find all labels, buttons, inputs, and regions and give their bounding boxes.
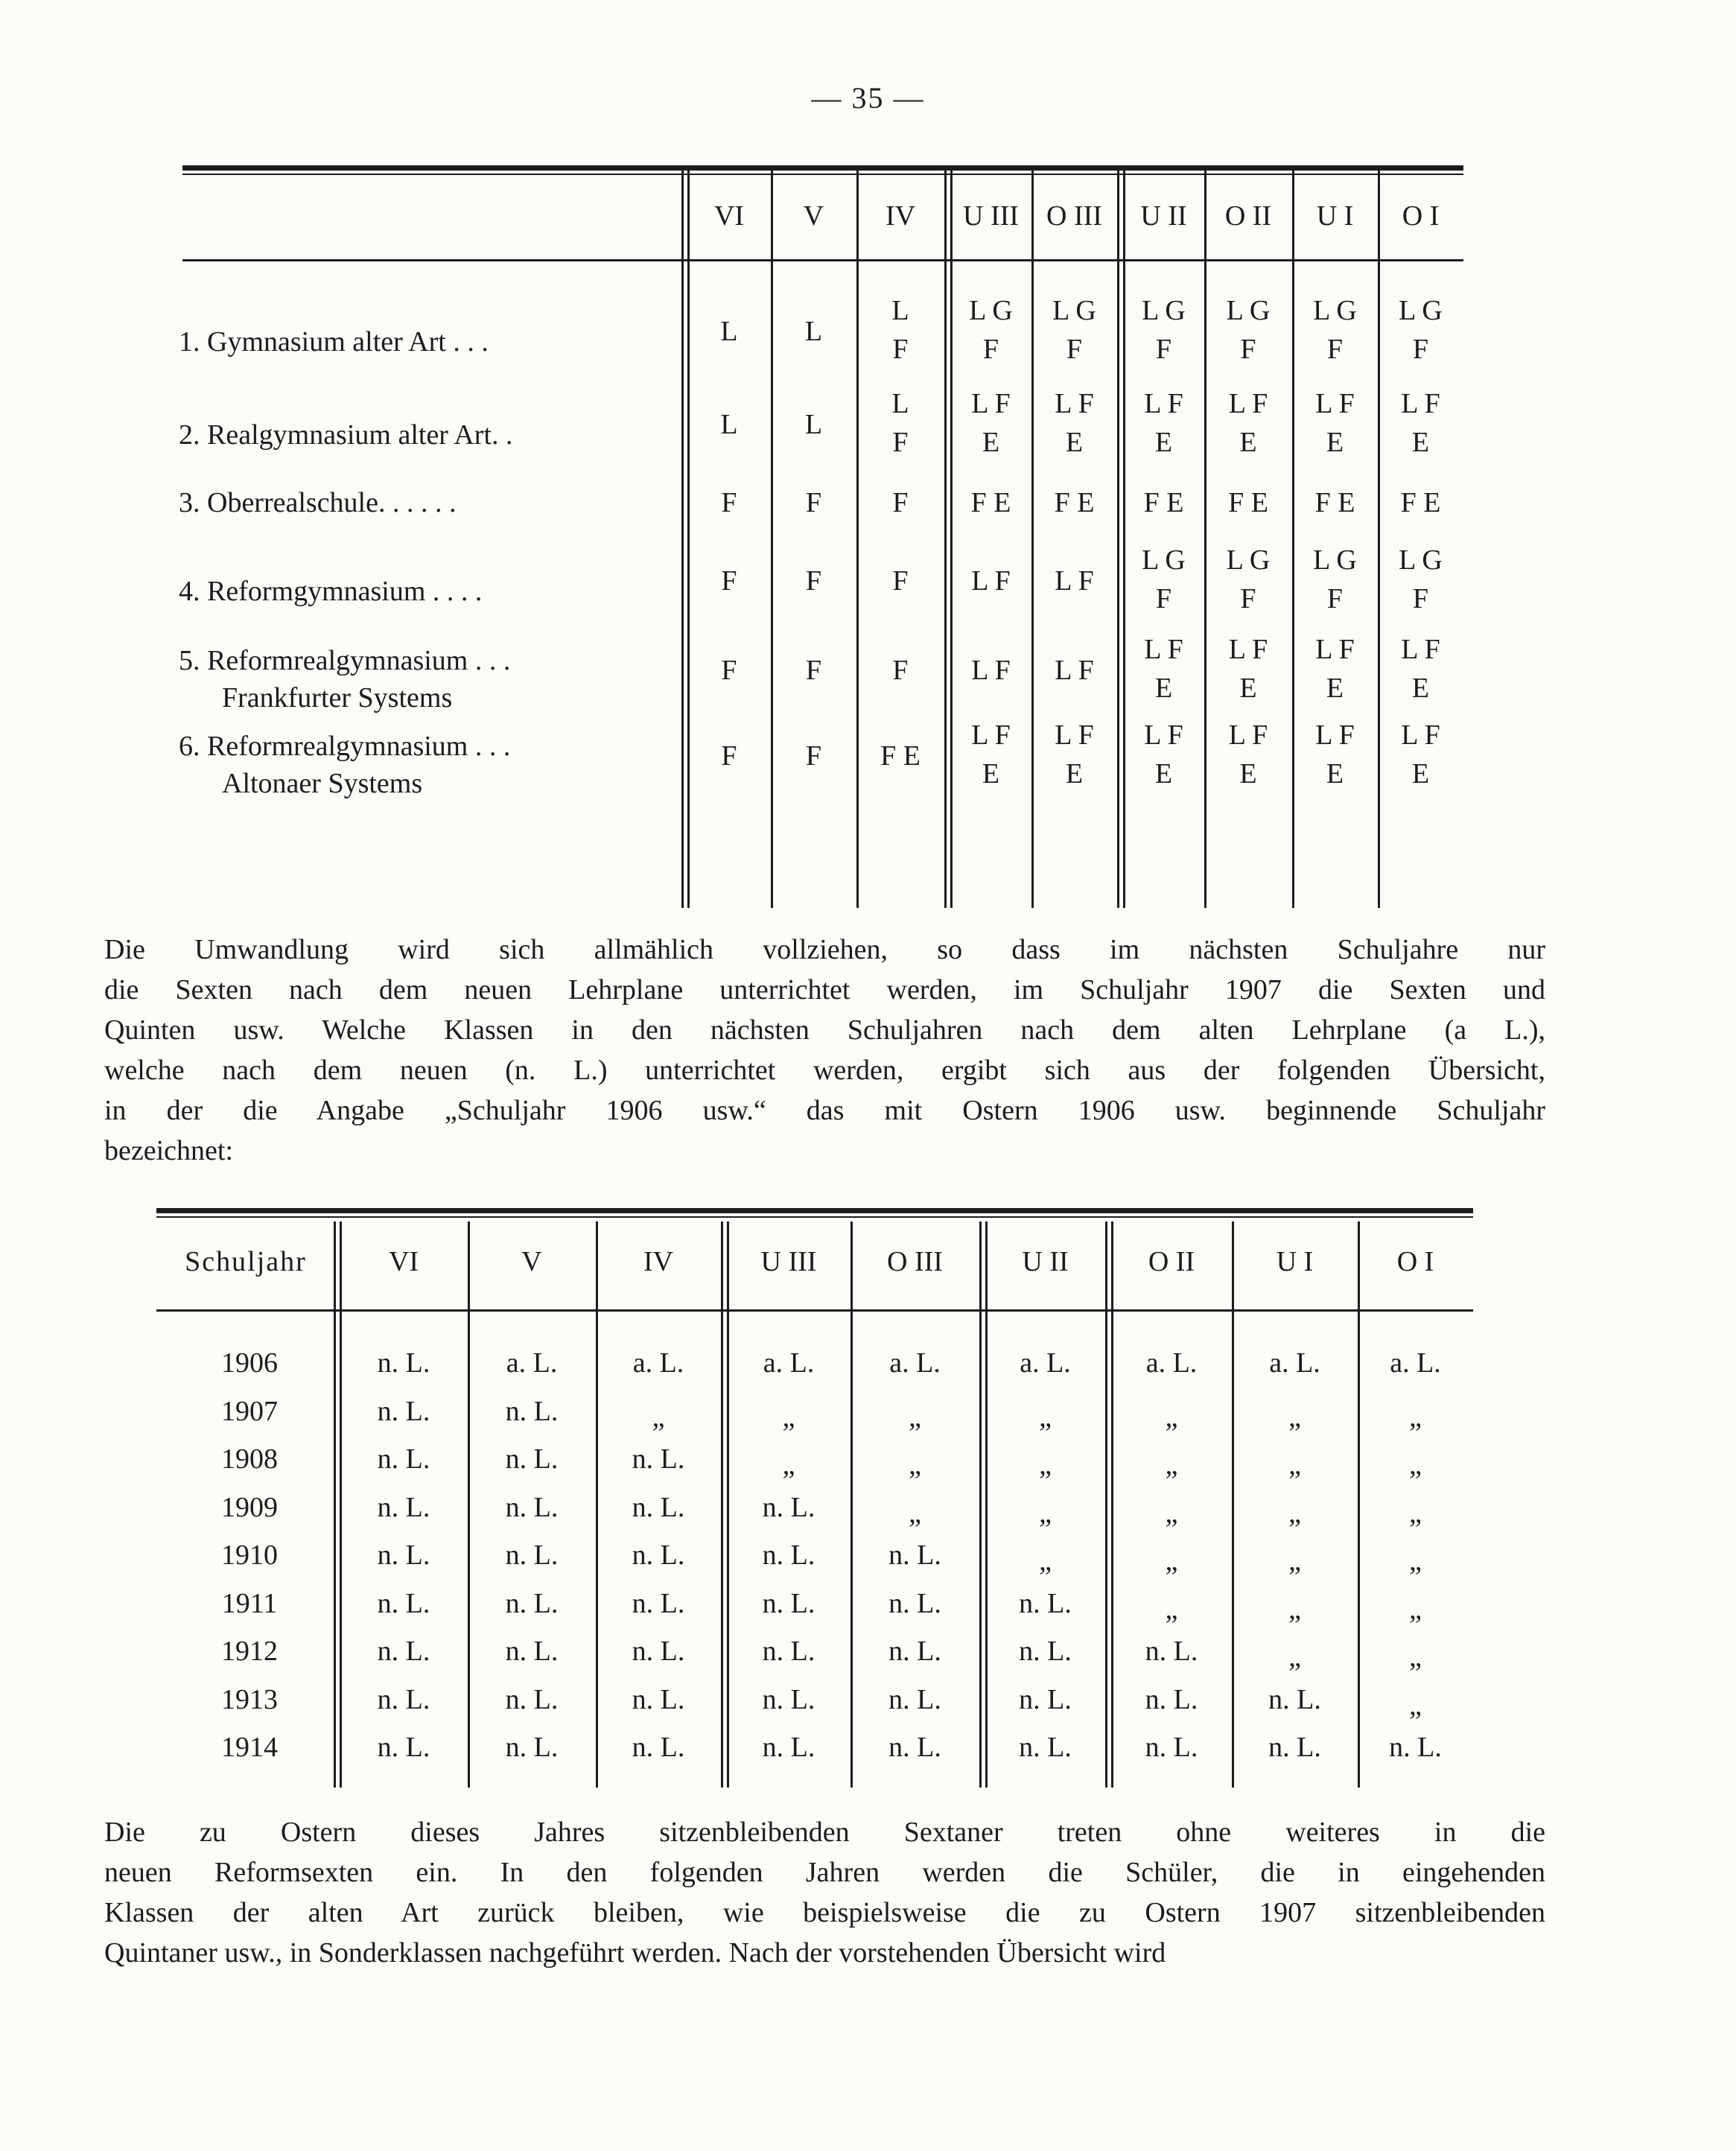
table2-cell: n. L. — [1389, 1732, 1442, 1763]
table2-column-header: IV — [643, 1246, 674, 1277]
table2-year: 1911 — [221, 1587, 278, 1619]
page-number: — 35 — — [811, 81, 925, 115]
table1-cell: L — [804, 316, 823, 347]
table1-cell: L G F — [969, 295, 1013, 365]
table1-cell: L F — [1055, 565, 1094, 597]
paragraph-line: bezeichnet: — [104, 1135, 234, 1166]
table1-cell: F — [805, 565, 822, 597]
table1-cell: F — [892, 565, 909, 597]
table1-cell: L F E — [971, 719, 1011, 789]
table2-cell: n. L. — [505, 1491, 559, 1523]
table2-cell: n. L. — [762, 1636, 815, 1667]
table1-cell: L F E — [1228, 719, 1268, 789]
table2-cell: n. L. — [377, 1491, 430, 1523]
table1-cell: F E — [970, 487, 1011, 518]
table2-cell: n. L. — [762, 1683, 815, 1715]
table1-cell: L F — [971, 655, 1011, 686]
table2-column-divider — [721, 1221, 723, 1788]
table2-cell: a. L. — [763, 1347, 815, 1379]
table1-column-divider — [771, 171, 773, 908]
table1-cell: L G F — [1313, 295, 1357, 365]
table2-cell: n. L. — [632, 1587, 685, 1619]
table2-cell: n. L. — [377, 1587, 430, 1619]
table2-ditto-mark: „ — [1409, 1593, 1422, 1625]
table1-cell: L — [720, 409, 738, 440]
table2-ditto-mark: „ — [1039, 1449, 1052, 1481]
table2-ditto-mark: „ — [1165, 1545, 1178, 1577]
paragraph-line: Die Umwandlung wird sich allmählich vollziehen, so dass im nächsten Schuljahre nur — [104, 934, 1545, 965]
table2-cell: n. L. — [632, 1636, 685, 1667]
table1-cell: L G F — [1399, 544, 1443, 614]
table1-cell: F — [721, 487, 737, 518]
table2-column-header: O III — [887, 1246, 943, 1277]
table1-cell: L F — [891, 295, 909, 365]
table2-cell: n. L. — [1145, 1683, 1198, 1715]
table2-year: 1907 — [221, 1395, 278, 1427]
table1-column-divider — [687, 171, 690, 908]
table2-ditto-mark: „ — [1409, 1401, 1422, 1433]
table1-top-rule-thin — [182, 174, 1463, 175]
table2-cell: n. L. — [888, 1587, 941, 1619]
table1-cell: L F E — [971, 388, 1011, 458]
table1-column-divider — [681, 171, 684, 908]
table1-row-label: 1. Gymnasium alter Art . . . — [179, 326, 489, 358]
table1-row-label-cont: Altonaer Systems — [222, 768, 423, 799]
table2-cell: a. L. — [506, 1347, 558, 1379]
table2-cell: n. L. — [505, 1732, 559, 1763]
table1-row-label: 2. Realgymnasium alter Art. . — [179, 419, 513, 451]
table2-cell: n. L. — [377, 1443, 430, 1475]
table1-column-divider — [856, 171, 859, 908]
table2-ditto-mark: „ — [1409, 1642, 1422, 1673]
table2-year: 1906 — [221, 1347, 278, 1379]
table2-top-rule-thin — [156, 1216, 1473, 1218]
table1-cell: L G F — [1226, 295, 1271, 365]
table2-cell: n. L. — [632, 1540, 685, 1571]
table1-cell: F — [805, 655, 822, 686]
table2-cell: n. L. — [632, 1683, 685, 1715]
table1-column-divider — [1031, 171, 1034, 908]
table2-cell: n. L. — [377, 1732, 430, 1763]
table2-ditto-mark: „ — [909, 1497, 921, 1529]
paragraph-repeaters — [104, 1812, 1545, 1973]
table1-column-divider — [944, 171, 947, 908]
table2-ditto-mark: „ — [1288, 1449, 1301, 1481]
table1-cell: F — [721, 740, 737, 772]
table2-cell: n. L. — [377, 1683, 430, 1715]
table1-cell: F — [805, 740, 822, 772]
table1-column-divider — [1204, 171, 1206, 908]
table1-header-rule — [182, 259, 1463, 261]
table1-cell: F E — [1228, 487, 1268, 518]
table2-column-header: U II — [1022, 1246, 1069, 1277]
table1-cell: L F E — [1228, 388, 1268, 458]
table2-ditto-mark: „ — [1288, 1593, 1301, 1625]
table1-row-label: 3. Oberrealschule. . . . . . — [179, 487, 457, 518]
table1-cell: L F — [1055, 655, 1094, 686]
table1-column-header: U II — [1140, 200, 1187, 232]
table1-top-rule — [182, 165, 1463, 171]
table1-cell: L F E — [1055, 388, 1094, 458]
table1-cell: F — [721, 565, 737, 597]
table1-row-label-cont: Frankfurter Systems — [222, 682, 453, 714]
table1-cell: L F E — [1055, 719, 1094, 789]
table1-cell: L F E — [1144, 719, 1183, 789]
table1-column-header: U III — [963, 200, 1019, 232]
table2-ditto-mark: „ — [1288, 1497, 1301, 1529]
table1-column-divider — [1378, 171, 1380, 908]
table1-cell: F E — [1400, 487, 1441, 518]
table2-cell: n. L. — [505, 1683, 559, 1715]
table2-cell: n. L. — [377, 1540, 430, 1571]
table2-cell: n. L. — [377, 1395, 430, 1427]
table1-cell: L F E — [1315, 719, 1355, 789]
table1-column-header: O III — [1046, 200, 1102, 232]
table1-row-label: 5. Reformrealgymnasium . . . — [179, 645, 511, 676]
table1-column-header: O I — [1402, 200, 1440, 232]
table1-cell: F E — [880, 740, 921, 772]
table2-ditto-mark: „ — [1165, 1401, 1178, 1433]
table2-column-divider — [979, 1221, 982, 1788]
table1-column-header: U I — [1316, 200, 1354, 232]
table2-cell: n. L. — [762, 1540, 815, 1571]
table2-ditto-mark: „ — [1039, 1497, 1052, 1529]
table2-cell: a. L. — [1269, 1347, 1320, 1379]
table2-ditto-mark: „ — [909, 1401, 921, 1433]
table1-column-divider — [1123, 171, 1125, 908]
table2-header-rule — [156, 1309, 1473, 1312]
table2-year: 1912 — [221, 1636, 278, 1667]
table1-column-divider — [1117, 171, 1119, 908]
table1-cell: L F E — [1144, 388, 1183, 458]
table1-cell: F — [892, 487, 909, 518]
table1-cell: L G F — [1399, 295, 1443, 365]
table2-cell: n. L. — [888, 1636, 941, 1667]
table1-cell: L G F — [1142, 544, 1186, 614]
table2-ditto-mark: „ — [652, 1401, 665, 1433]
table2-cell: n. L. — [505, 1443, 559, 1475]
table1-column-header: IV — [885, 200, 916, 232]
table2-ditto-mark: „ — [1409, 1497, 1422, 1529]
table2-cell: n. L. — [1019, 1732, 1072, 1763]
table1-cell: L F E — [1144, 634, 1183, 704]
paragraph-line: Klassen der alten Art zurück bleiben, wie beispielsweise die zu Ostern 1907 sitzenbleibenden — [104, 1897, 1545, 1928]
table2-column-header: O II — [1148, 1246, 1195, 1277]
table2-column-header: U I — [1276, 1246, 1314, 1277]
table1-cell: L G F — [1313, 544, 1357, 614]
table1-row-label: 4. Reformgymnasium . . . . — [179, 576, 483, 607]
table1-row-label: 6. Reformrealgymnasium . . . — [179, 731, 511, 762]
table2-column-divider — [334, 1221, 336, 1788]
table1-cell: L G F — [1226, 544, 1271, 614]
table2-column-divider — [1105, 1221, 1107, 1788]
table2-cell: n. L. — [505, 1587, 559, 1619]
table2-cell: n. L. — [505, 1395, 559, 1427]
table2-cell: n. L. — [1145, 1636, 1198, 1667]
table2-ditto-mark: „ — [1409, 1545, 1422, 1577]
table2-cell: n. L. — [1145, 1732, 1198, 1763]
table2-cell: n. L. — [1268, 1683, 1321, 1715]
table2-cell: n. L. — [632, 1491, 685, 1523]
table2-cell: a. L. — [1145, 1347, 1198, 1379]
table2-year: 1914 — [221, 1732, 278, 1763]
table2-corner-header: Schuljahr — [185, 1246, 307, 1277]
table2-ditto-mark: „ — [1165, 1497, 1178, 1529]
table2-year: 1908 — [221, 1443, 278, 1475]
table2-cell: n. L. — [1019, 1683, 1072, 1715]
table2-year: 1909 — [221, 1491, 278, 1523]
table2-year: 1910 — [221, 1540, 278, 1571]
table2-cell: n. L. — [1268, 1732, 1321, 1763]
table1-cell: L F E — [1228, 634, 1268, 704]
table2-ditto-mark: „ — [1165, 1449, 1178, 1481]
table2-column-header: O I — [1396, 1246, 1434, 1277]
paragraph-line: Quintaner usw., in Sonderklassen nachgeführt werden. Nach der vorstehenden Übersicht wird — [104, 1937, 1166, 1969]
table2-cell: n. L. — [505, 1540, 559, 1571]
table1-column-header: V — [803, 200, 824, 232]
table1-cell: L F — [971, 565, 1011, 597]
table1-cell: L — [804, 409, 823, 440]
table2-cell: n. L. — [762, 1491, 815, 1523]
table1-cell: F — [805, 487, 822, 518]
table2-cell: n. L. — [632, 1443, 685, 1475]
paragraph-line: in der die Angabe „Schuljahr 1906 usw.“ das mit Ostern 1906 usw. beginnende Schuljahr — [104, 1095, 1545, 1126]
table2-cell: n. L. — [762, 1732, 815, 1763]
table1-column-header: VI — [713, 200, 745, 232]
table2-ditto-mark: „ — [1039, 1545, 1052, 1577]
table2-column-header: VI — [388, 1246, 419, 1277]
table2-cell: n. L. — [888, 1540, 941, 1571]
table2-ditto-mark: „ — [1288, 1545, 1301, 1577]
table1-cell: L F E — [1401, 388, 1440, 458]
table2-ditto-mark: „ — [1409, 1449, 1422, 1481]
table2-cell: a. L. — [1390, 1347, 1441, 1379]
table2-column-header: V — [521, 1246, 542, 1277]
table1-cell: F E — [1314, 487, 1355, 518]
table2-cell: n. L. — [762, 1587, 815, 1619]
table2-cell: n. L. — [888, 1683, 941, 1715]
table1-column-header: O II — [1224, 200, 1272, 232]
table1-cell: L G F — [1142, 295, 1186, 365]
table1-cell: L F E — [1401, 719, 1440, 789]
table2-cell: n. L. — [888, 1732, 941, 1763]
table2-cell: a. L. — [1020, 1347, 1071, 1379]
table1-column-divider — [950, 171, 953, 908]
table2-cell: n. L. — [377, 1347, 430, 1379]
paragraph-line: Die zu Ostern dieses Jahres sitzenbleibenden Sextaner treten ohne weiteres in die — [104, 1817, 1545, 1848]
table1-cell: L F E — [1315, 388, 1355, 458]
paragraph-line: neuen Reformsexten ein. In den folgenden Jahren werden die Schüler, die in eingehenden — [104, 1857, 1545, 1888]
table2-cell: n. L. — [1019, 1587, 1072, 1619]
table1-cell: F E — [1143, 487, 1184, 518]
table1-cell: F E — [1054, 487, 1095, 518]
table1-cell: L F — [891, 388, 909, 458]
table1-column-divider — [1292, 171, 1294, 908]
table1-cell: L F E — [1315, 634, 1355, 704]
table2-ditto-mark: „ — [1039, 1401, 1052, 1433]
table1-cell: L F E — [1401, 634, 1440, 704]
table2-cell: n. L. — [505, 1636, 559, 1667]
paragraph-line: welche nach dem neuen (n. L.) unterrichtet werden, ergibt sich aus der folgenden Übersicht, — [104, 1055, 1545, 1086]
table1-cell: L G F — [1052, 295, 1096, 365]
table2-ditto-mark: „ — [782, 1401, 795, 1433]
table2-cell: a. L. — [889, 1347, 941, 1379]
table2-year: 1913 — [221, 1683, 278, 1715]
table2-ditto-mark: „ — [1288, 1642, 1301, 1673]
table1-cell: L — [720, 316, 738, 347]
table2-cell: n. L. — [632, 1732, 685, 1763]
table2-cell: n. L. — [1019, 1636, 1072, 1667]
table1-cell: F — [892, 655, 909, 686]
table2-column-header: U III — [760, 1246, 817, 1277]
table2-cell: a. L. — [632, 1347, 684, 1379]
table2-ditto-mark: „ — [909, 1449, 921, 1481]
table2-ditto-mark: „ — [1165, 1593, 1178, 1625]
table1-cell: F — [721, 655, 737, 686]
paragraph-line: Quinten usw. Welche Klassen in den nächsten Schuljahren nach dem alten Lehrplane (a L.), — [104, 1014, 1545, 1046]
paragraph-line: die Sexten nach dem neuen Lehrplane unterrichtet werden, im Schuljahr 1907 die Sexten und — [104, 974, 1545, 1005]
table2-ditto-mark: „ — [1288, 1401, 1301, 1433]
table2-top-rule — [156, 1208, 1473, 1213]
table2-ditto-mark: „ — [782, 1449, 795, 1481]
table2-ditto-mark: „ — [1409, 1689, 1422, 1721]
paragraph-transition — [104, 930, 1545, 1171]
table2-cell: n. L. — [377, 1636, 430, 1667]
